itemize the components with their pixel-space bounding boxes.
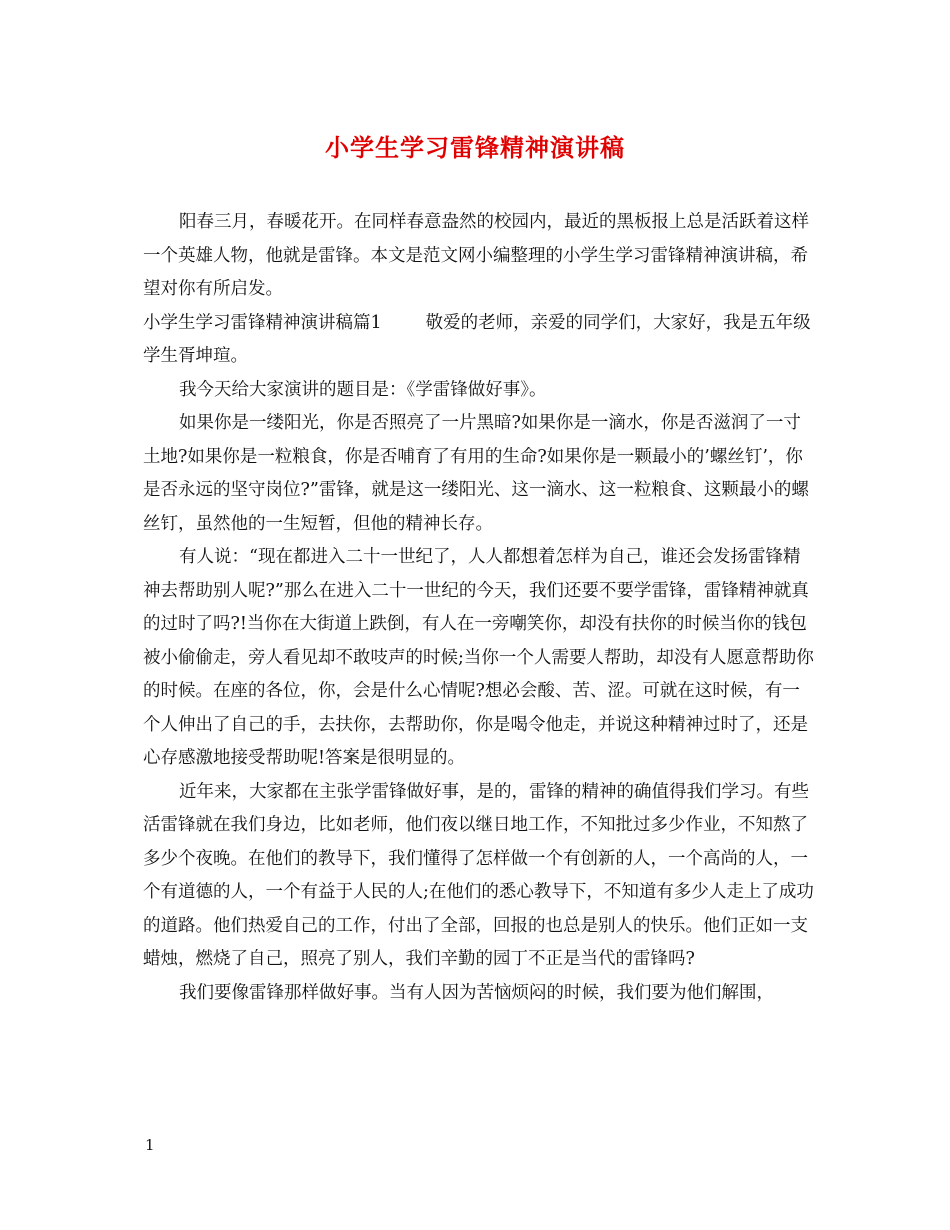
speech-heading-line — [143, 307, 815, 374]
topic-paragraph: 我今天给大家演讲的题目是：《学雷锋做好事》。 — [179, 379, 547, 400]
someone-says-paragraph: 有人说：“现在都进入二十一世纪了，人人都想着怎样为自己，谁还会发扬雷锋精神去帮助别人呢?”那么在进入二十一世纪的今天，我们还要不要学雷锋，雷锋精神就真的过时了吗?!当你在大街道上跌倒，有人在一旁嘲笑你，却没有扶你的时候当你的钱包被小偷偷走，旁人看见却不敢吱声的时候;当你一个人需要人帮助，却没有人愿意帮助你的时候。在座的各位，你，会是什么心情呢?想必会酸、苦、涩。可就在这时候，有一个人伸出了自己的手，去扶你，去帮助你，你是喝令他走，并说这种精神过时了，还是心存感激地接受帮助呢!答案是很明显的。 — [143, 547, 814, 768]
document-body — [143, 206, 815, 1010]
document-title: 小学生学习雷锋精神演讲稿 — [325, 133, 625, 162]
recent-years-paragraph: 近年来，大家都在主张学雷锋做好事，是的，雷锋的精神的确值得我们学习。有些活雷锋就在我们身边，比如老师，他们夜以继日地工作，不知批过多少作业，不知熬了多少个夜晚。在他们的教导下，我们懂得了怎样做一个有创新的人，一个高尚的人，一个有道德的人，一个有益于人民的人;在他们的悉心教导下，不知道有多少人走上了成功的道路。他们热爱自己的工作，付出了全部，回报的也总是别人的快乐。他们正如一支蜡烛，燃烧了自己，照亮了别人，我们辛勤的园丁不正是当代的雷锋吗? — [143, 781, 814, 969]
greeting-text: 敬爱的老师，亲爱的同学们，大家好，我是五年级学生胥坤瑄。 — [143, 312, 811, 366]
sunshine-paragraph: 如果你是一缕阳光，你是否照亮了一片黑暗?如果你是一滴水，你是否滋润了一寸土地?如果你是一粒粮食，你是否哺育了有用的生命?如果你是一颗最小的’螺丝钉’，你是否永远的坚守岗位?”雷锋，就是这一缕阳光、这一滴水、这一粒粮食、这颗最小的螺丝钉，虽然他的一生短暂，但他的精神长存。 — [143, 413, 809, 534]
speech-heading: 小学生学习雷锋精神演讲稿篇1 — [143, 312, 382, 333]
intro-paragraph: 阳春三月，春暖花开。在同样春意盎然的校园内，最近的黑板报上总是活跃着这样一个英雄人物，他就是雷锋。本文是范文网小编整理的小学生学习雷锋精神演讲稿，希望对你有所启发。 — [143, 212, 809, 299]
page-number: 1 — [145, 1136, 155, 1154]
do-good-paragraph: 我们要像雷锋那样做好事。当有人因为苦恼烦闷的时候，我们要为他们解围， — [179, 982, 774, 1003]
